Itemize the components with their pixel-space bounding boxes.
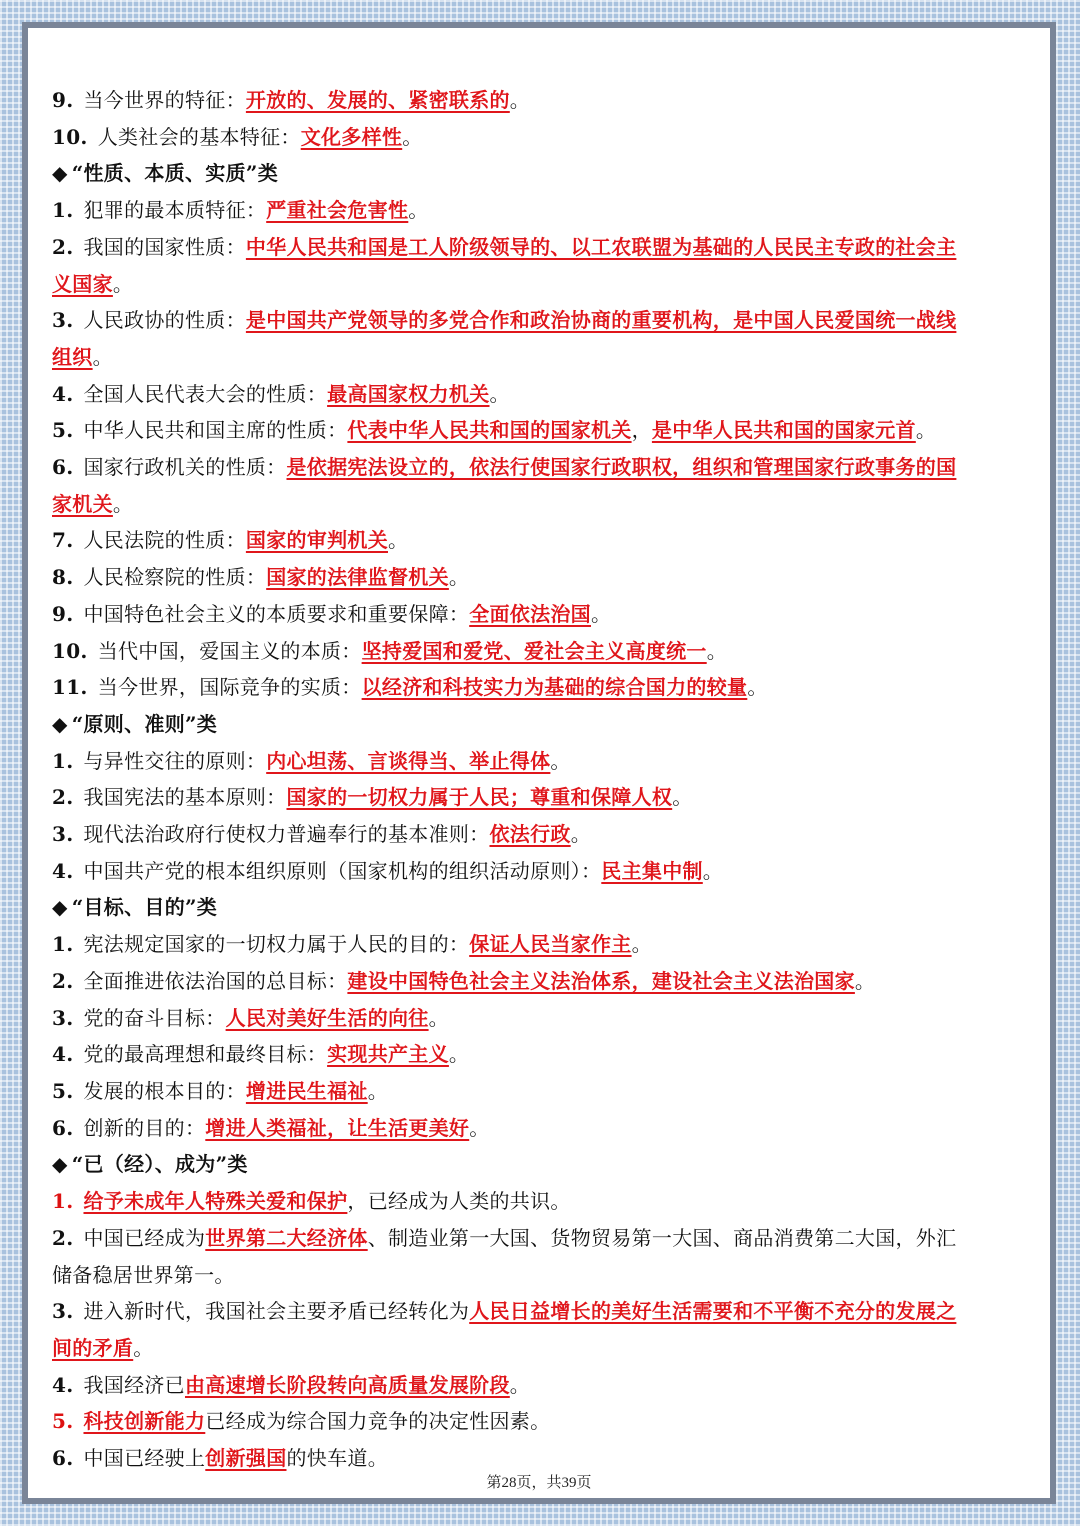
section-heading: ◆ “目标、目的”类 <box>52 895 218 920</box>
list-item: 7. 人民法院的性质：国家的审判机关。 <box>52 528 409 553</box>
list-item: 4. 党的最高理想和最终目标：实现共产主义。 <box>52 1042 470 1067</box>
diamond-icon: ◆ <box>52 161 68 186</box>
list-item: 10. 人类社会的基本特征：文化多样性。 <box>52 124 423 149</box>
list-item: 1. 犯罪的最本质特征：严重社会危害性。 <box>52 198 429 223</box>
list-item: 4. 我国经济已由高速增长阶段转向高质量发展阶段。 <box>52 1372 531 1397</box>
diamond-icon: ◆ <box>52 895 68 920</box>
list-item: 5. 中华人民共和国主席的性质：代表中华人民共和国的国家机关，是中华人民共和国的国家元首。 <box>52 418 937 443</box>
list-item: 3. 现代法治政府行使权力普遍奉行的基本准则：依法行政。 <box>52 822 591 847</box>
page-number: 第28页，共39页 <box>486 1475 592 1491</box>
list-item-continuation: 家机关。 <box>52 491 134 516</box>
list-item: 3. 人民政协的性质：是中国共产党领导的多党合作和政治协商的重要机构，是中国人民爱国统一战线 <box>52 308 957 333</box>
list-item: 3. 进入新时代，我国社会主要矛盾已经转化为人民日益增长的美好生活需要和不平衡不充分的发展之 <box>52 1299 957 1324</box>
list-item: 4. 中国共产党的根本组织原则（国家机构的组织活动原则）：民主集中制。 <box>52 858 724 883</box>
list-item: 10. 当代中国，爱国主义的本质：坚持爱国和爱党、爱社会主义高度统一。 <box>52 638 728 663</box>
list-item: 11. 当今世界，国际竞争的实质：以经济和科技实力为基础的综合国力的较量。 <box>52 675 768 700</box>
list-item-continuation: 义国家。 <box>52 271 134 296</box>
list-item: 2. 我国宪法的基本原则：国家的一切权力属于人民；尊重和保障人权。 <box>52 785 693 810</box>
diamond-icon: ◆ <box>52 711 68 736</box>
section-heading: ◆ “已（经）、成为”类 <box>52 1152 248 1177</box>
list-item: 9. 当今世界的特征：开放的、发展的、紧密联系的。 <box>52 88 531 112</box>
list-item-continuation: 组织。 <box>52 344 113 369</box>
diamond-icon: ◆ <box>52 1152 68 1177</box>
list-item: 5. 发展的根本目的：增进民生福祉。 <box>52 1078 389 1103</box>
list-item: 6. 中国已经驶上创新强国的快车道。 <box>52 1446 388 1471</box>
list-item-continuation: 储备稳居世界第一。 <box>52 1262 235 1287</box>
list-item: 6. 国家行政机关的性质：是依据宪法设立的，依法行使国家行政职权，组织和管理国家行政事务的国 <box>52 455 957 480</box>
list-item: 8. 人民检察院的性质：国家的法律监督机关。 <box>52 565 470 590</box>
list-item: 2. 中国已经成为世界第二大经济体、制造业第一大国、货物贸易第一大国、商品消费第二大国，外汇 <box>52 1225 957 1250</box>
section-heading: ◆ “原则、准则”类 <box>52 711 218 736</box>
list-item: 9. 中国特色社会主义的本质要求和重要保障：全面依法治国。 <box>52 601 612 626</box>
list-item: 6. 创新的目的：增进人类福祉，让生活更美好。 <box>52 1115 490 1140</box>
list-item: 2. 全面推进依法治国的总目标：建设中国特色社会主义法治体系，建设社会主义法治国家。 <box>52 968 876 993</box>
list-item: 3. 党的奋斗目标：人民对美好生活的向往。 <box>52 1005 449 1030</box>
list-item: 2. 我国的国家性质：中华人民共和国是工人阶级领导的、以工农联盟为基础的人民民主专政的社会主 <box>52 234 957 259</box>
list-item: 1. 给予未成年人特殊关爱和保护，已经成为人类的共识。 <box>52 1189 571 1214</box>
document-page <box>28 28 1050 1498</box>
list-item: 1. 与异性交往的原则：内心坦荡、言谈得当、举止得体。 <box>52 748 571 773</box>
list-item-continuation: 间的矛盾。 <box>52 1335 154 1360</box>
list-item: 1. 宪法规定国家的一切权力属于人民的目的：保证人民当家作主。 <box>52 932 652 957</box>
section-heading: ◆ “性质、本质、实质”类 <box>52 161 278 186</box>
list-item: 5. 科技创新能力已经成为综合国力竞争的决定性因素。 <box>52 1409 551 1434</box>
list-item: 4. 全国人民代表大会的性质：最高国家权力机关。 <box>52 381 510 406</box>
